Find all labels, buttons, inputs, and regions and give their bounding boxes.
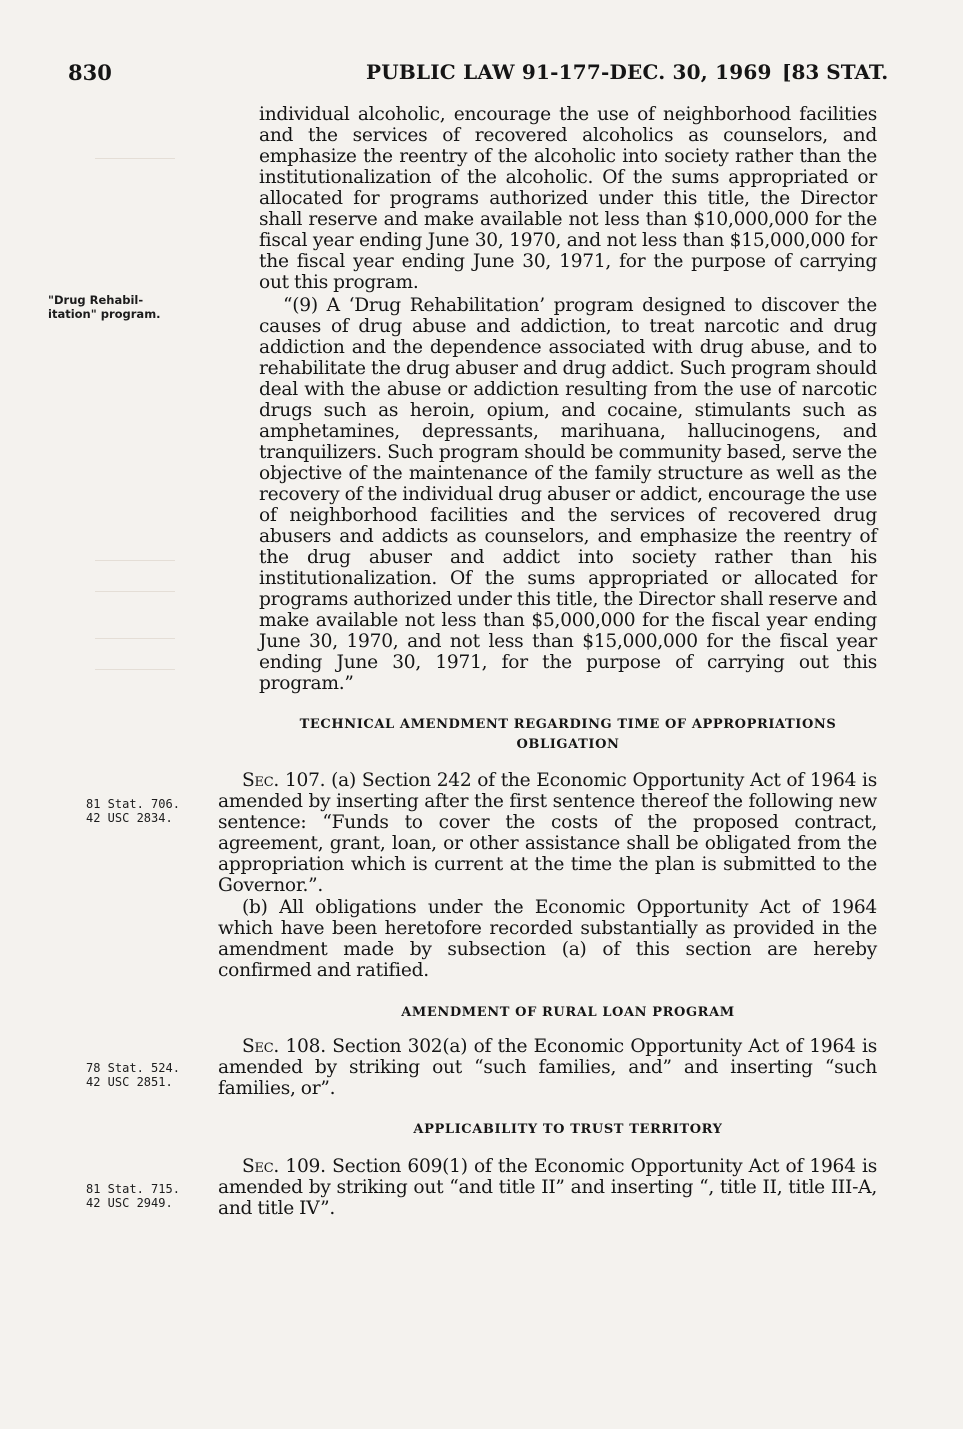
- section-109: [218, 1156, 877, 1219]
- section-heading: TECHNICAL AMENDMENT REGARDING TIME OF APPROPRIATIONS OBLIGATION: [299, 717, 837, 752]
- page-number: 830: [68, 60, 112, 85]
- section-label: Sec.: [242, 1156, 280, 1177]
- page-title: PUBLIC LAW 91-177-DEC. 30, 1969: [366, 60, 772, 84]
- section-108: [218, 1036, 877, 1099]
- show-through-mark: [95, 560, 175, 592]
- section-label: Sec.: [242, 1036, 280, 1057]
- section-107-b: [218, 897, 877, 981]
- section-text: 109. Section 609(1) of the Economic Opportunity Act of 1964 is amended by striking out “and title II” and inserting “, title II, title III-A, and title IV”.: [218, 1156, 877, 1219]
- margin-note-drug-rehabilitation: "Drug Rehabil- itation" program.: [48, 293, 161, 321]
- section-heading: APPLICABILITY TO TRUST TERRITORY: [413, 1122, 723, 1137]
- section-text: 107. (a) Section 242 of the Economic Opportunity Act of 1964 is amended by inserting after the first sentence thereof the following new sentence: “Funds to cover the costs of the proposed contract, agreement, grant, loan, or other assistance shall be obligated from the appropriation which is current at the time the plan is submitted to the Governor.”.: [218, 770, 877, 896]
- paragraph-9-drug-rehabilitation: “(9) A ‘Drug Rehabilitation’ program designed to discover the causes of drug abuse and addiction, to treat narcotic and drug addiction and the dependence associated with drug abuse, and to rehabilitate the drug abuser and drug addict. Such program should deal with the abuse or addiction resulting from the use of narcotic drugs such as heroin, opium, and cocaine, stimulants such as amphetamines, depressants, marihuana, hallucinogens, and tranquilizers. Such program should be community based, serve the objective of the maintenance of the family structure as well as the recovery of the individual drug abuser or addict, encourage the use of neighborhood facilities and the services of recovered drug abusers and addicts as counselors, and emphasize the reentry of the drug abuser and addict into society rather than his institutionalization. Of the sums appropriated or allocated for programs authorized under this title, the Director shall reserve and make available not less than $5,000,000 for the fiscal year ending June 30, 1970, and not less than $15,000,000 for the fiscal year ending June 30, 1971, for the purpose of carrying out this program.”: [259, 295, 877, 694]
- continued-paragraph: individual alcoholic, encourage the use of neighborhood facilities and the services of recovered alcoholics as counselors, and emphasize the reentry of the alcoholic into society rather than the institutionalization of the alcoholic. Of the sums appropriated or allocated for programs authorized under this title, the Director shall reserve and make available not less than $10,000,000 for the fiscal year ending June 30, 1970, and not less than $15,000,000 for the fiscal year ending June 30, 1971, for the purpose of carrying out this program.: [259, 104, 877, 293]
- section-label: Sec.: [242, 770, 280, 791]
- section-107-a: [218, 770, 877, 896]
- show-through-mark: [95, 638, 175, 670]
- section-text: (b) All obligations under the Economic Opportunity Act of 1964 which have been heretofore recorded substantially as provided in the amendment made by subsection (a) of this section are hereby confirmed and ratified.: [218, 897, 877, 981]
- margin-note-citation: 81 Stat. 706. 42 USC 2834.: [86, 797, 180, 825]
- margin-note-citation: 78 Stat. 524. 42 USC 2851.: [86, 1061, 180, 1089]
- show-through-mark: [95, 158, 175, 171]
- section-text: 108. Section 302(a) of the Economic Opportunity Act of 1964 is amended by striking out “such families, and” and inserting “such families, or”.: [218, 1036, 877, 1099]
- page-header: [0, 60, 963, 90]
- margin-note-citation: 81 Stat. 715. 42 USC 2949.: [86, 1182, 180, 1210]
- statute-reference: [83 STAT.: [782, 60, 889, 84]
- section-heading: AMENDMENT OF RURAL LOAN PROGRAM: [401, 1005, 735, 1020]
